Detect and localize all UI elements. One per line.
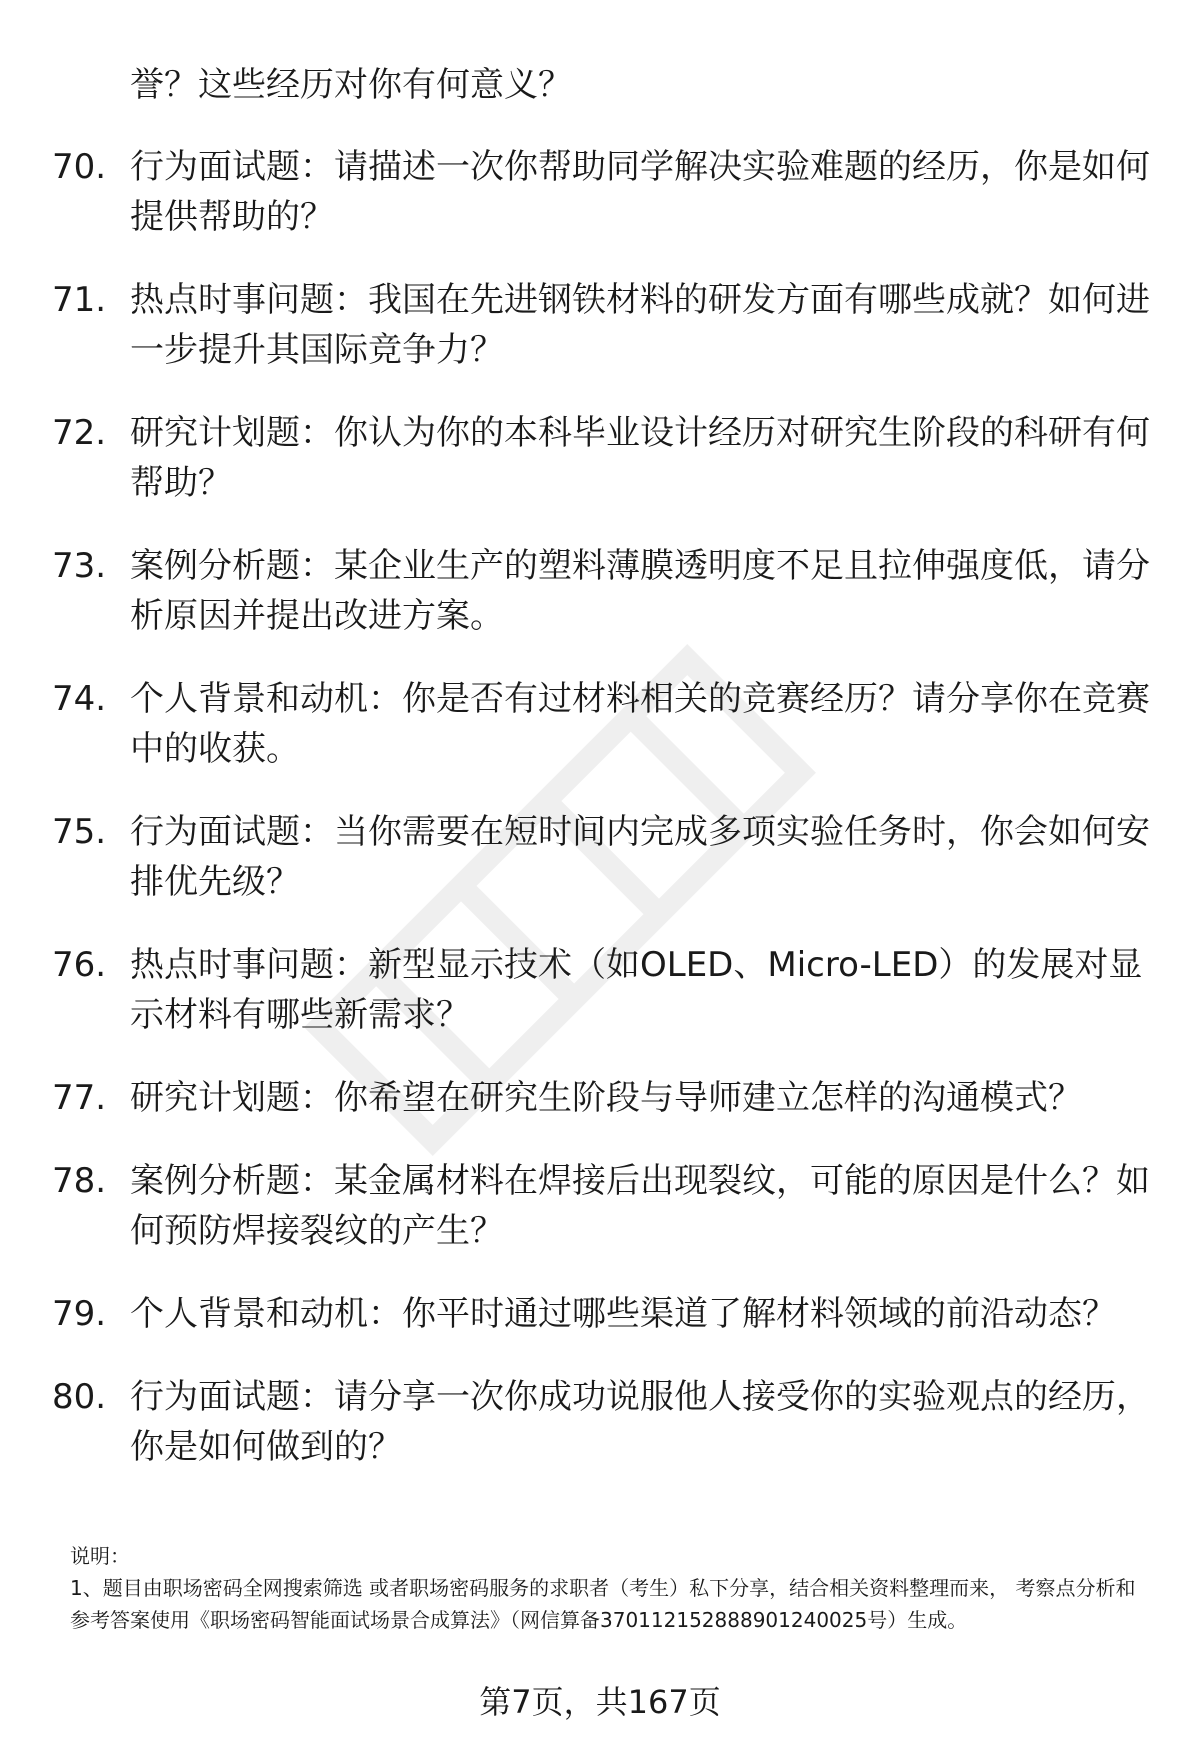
question-number: 77. <box>52 1078 107 1118</box>
question-list <box>52 142 1152 1505</box>
question-text: 行为面试题：请分享一次你成功说服他人接受你的实验观点的经历，你是如何做到的？ <box>130 1377 1150 1467</box>
question-text: 热点时事问题：新型显示技术（如OLED、Micro-LED）的发展对显示材料有哪些新需求？ <box>130 945 1143 1035</box>
question-text: 研究计划题：你希望在研究生阶段与导师建立怎样的沟通模式？ <box>130 1078 1082 1118</box>
question-number: 78. <box>52 1161 107 1201</box>
question-text: 行为面试题：当你需要在短时间内完成多项实验任务时，你会如何安排优先级？ <box>130 812 1150 902</box>
list-item <box>52 807 1152 907</box>
page-number: 第7页，共167页 <box>479 1683 721 1721</box>
list-item <box>52 1289 1152 1339</box>
list-item <box>52 940 1152 1040</box>
question-text: 热点时事问题：我国在先进钢铁材料的研发方面有哪些成就？如何进一步提升其国际竞争力？ <box>130 280 1150 370</box>
question-number: 74. <box>52 679 107 719</box>
notes-body: 1、题目由职场密码全网搜索筛选 或者职场密码服务的求职者（考生）私下分享，结合相关资料整理而来， 考察点分析和参考答案使用《职场密码智能面试场景合成算法》（网信算备370112152888901240025号）生成。 <box>70 1576 1136 1632</box>
list-item <box>52 275 1152 375</box>
question-text: 案例分析题：某企业生产的塑料薄膜透明度不足且拉伸强度低，请分析原因并提出改进方案。 <box>130 546 1150 636</box>
list-item <box>52 541 1152 641</box>
notes-section <box>70 1540 1150 1636</box>
question-text: 案例分析题：某金属材料在焊接后出现裂纹，可能的原因是什么？如何预防焊接裂纹的产生？ <box>130 1161 1150 1251</box>
list-item <box>52 674 1152 774</box>
question-number: 80. <box>52 1377 107 1417</box>
list-item <box>52 1372 1152 1472</box>
continuation-line: 誉？这些经历对你有何意义？ <box>130 65 572 105</box>
question-text: 个人背景和动机：你是否有过材料相关的竞赛经历？请分享你在竞赛中的收获。 <box>130 679 1150 769</box>
question-text: 个人背景和动机：你平时通过哪些渠道了解材料领域的前沿动态？ <box>130 1294 1116 1334</box>
question-number: 75. <box>52 812 107 852</box>
question-number: 72. <box>52 413 107 453</box>
list-item <box>52 408 1152 508</box>
list-item <box>52 1156 1152 1256</box>
notes-heading: 说明： <box>70 1544 130 1568</box>
question-number: 71. <box>52 280 107 320</box>
question-number: 73. <box>52 546 107 586</box>
question-text: 研究计划题：你认为你的本科毕业设计经历对研究生阶段的科研有何帮助？ <box>130 413 1150 503</box>
list-item <box>52 142 1152 242</box>
question-number: 76. <box>52 945 107 985</box>
question-number: 70. <box>52 147 107 187</box>
question-text: 行为面试题：请描述一次你帮助同学解决实验难题的经历，你是如何提供帮助的？ <box>130 147 1150 237</box>
list-item <box>52 1073 1152 1123</box>
question-number: 79. <box>52 1294 107 1334</box>
